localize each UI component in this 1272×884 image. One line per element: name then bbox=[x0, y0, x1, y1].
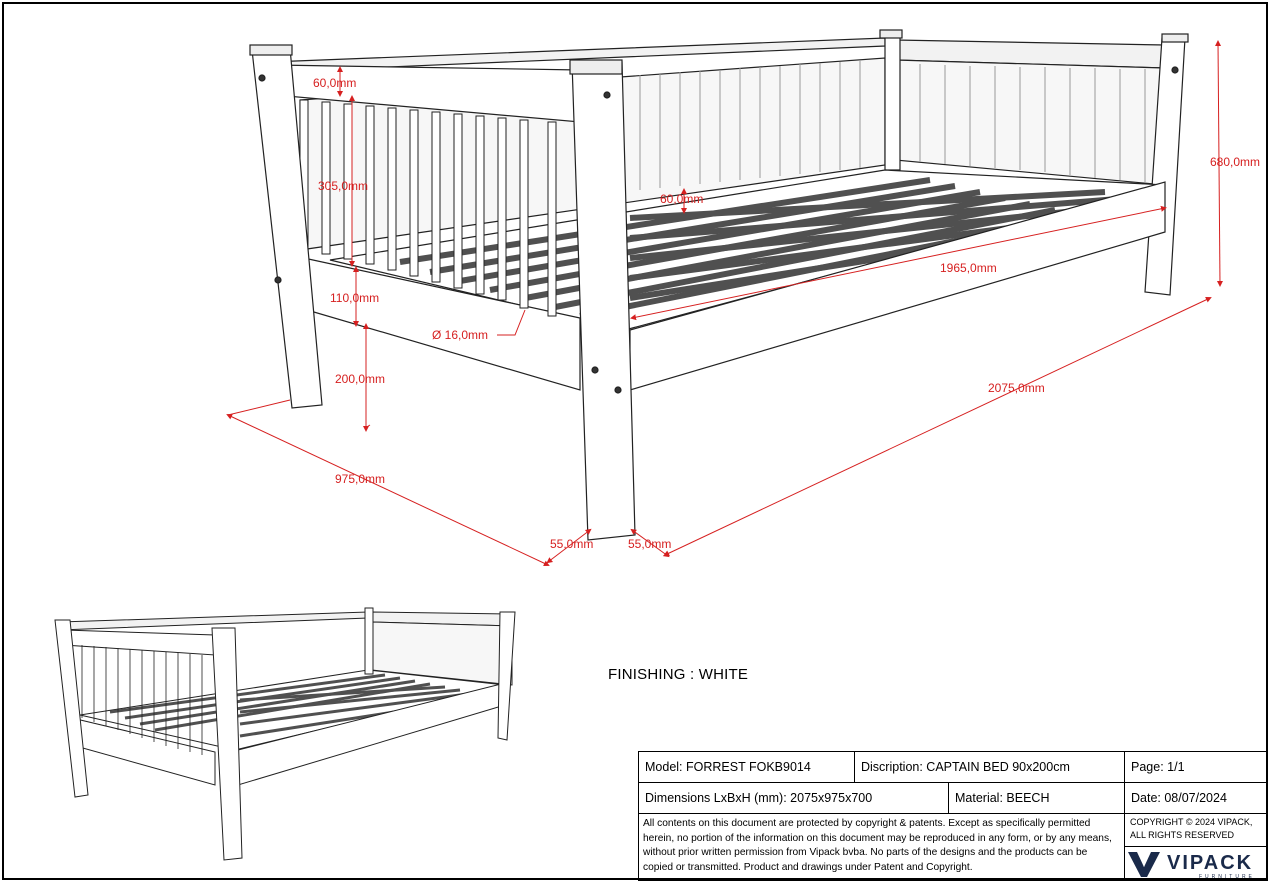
model-cell: Model: FORREST FOKB9014 bbox=[639, 752, 855, 783]
dim-total-length: 2075,0mm bbox=[988, 381, 1045, 395]
dim-rail-gap: 305,0mm bbox=[318, 179, 369, 193]
vipack-logo bbox=[1125, 847, 1267, 880]
dim-side-rail-height: 60,0mm bbox=[660, 192, 704, 206]
dim-post-width-b: 55,0mm bbox=[628, 537, 672, 551]
dim-inner-length: 1965,0mm bbox=[940, 261, 997, 275]
material-cell: Material: BEECH bbox=[949, 783, 1125, 814]
dim-frame-height: 110,0mm bbox=[330, 291, 380, 305]
legal-notice: All contents on this document are protected by copyright & patents. Except as specifically permitted herein, no portion of the information on this document may be reproduced in any form, or by any means, without prior written permission from Vipack bvba. No parts of the designs and the products can be copied or transmitted. Product and drawings under Patent and Copyright. bbox=[639, 814, 1125, 880]
dim-total-height: 680,0mm bbox=[1210, 155, 1261, 169]
copyright-line-1: COPYRIGHT © 2024 VIPACK, bbox=[1130, 817, 1253, 827]
copyright-line-2: ALL RIGHTS RESERVED bbox=[1130, 830, 1235, 840]
dim-floor-clearance: 200,0mm bbox=[335, 372, 386, 386]
dim-top-rail-height: 60,0mm bbox=[313, 76, 357, 90]
dimensions-cell: Dimensions LxBxH (mm): 2075x975x700 bbox=[639, 783, 949, 814]
dim-post-width-a: 55,0mm bbox=[550, 537, 594, 551]
finishing-label: FINISHING : WHITE bbox=[608, 666, 749, 683]
dim-spindle-diameter: Ø 16,0mm bbox=[432, 328, 489, 342]
date-cell: Date: 08/07/2024 bbox=[1125, 783, 1267, 814]
dim-total-width: 975,0mm bbox=[335, 472, 386, 486]
copyright-notice bbox=[1125, 814, 1267, 847]
preview-bed-illustration bbox=[55, 608, 515, 860]
page-cell: Page: 1/1 bbox=[1125, 752, 1267, 783]
vipack-logo-text: VIPACK bbox=[1167, 852, 1254, 874]
main-bed-illustration bbox=[250, 30, 1188, 540]
description-cell: Discription: CAPTAIN BED 90x200cm bbox=[855, 752, 1125, 783]
title-block bbox=[638, 751, 1268, 881]
vipack-logo-subtext: FURNITURE bbox=[1199, 874, 1255, 880]
